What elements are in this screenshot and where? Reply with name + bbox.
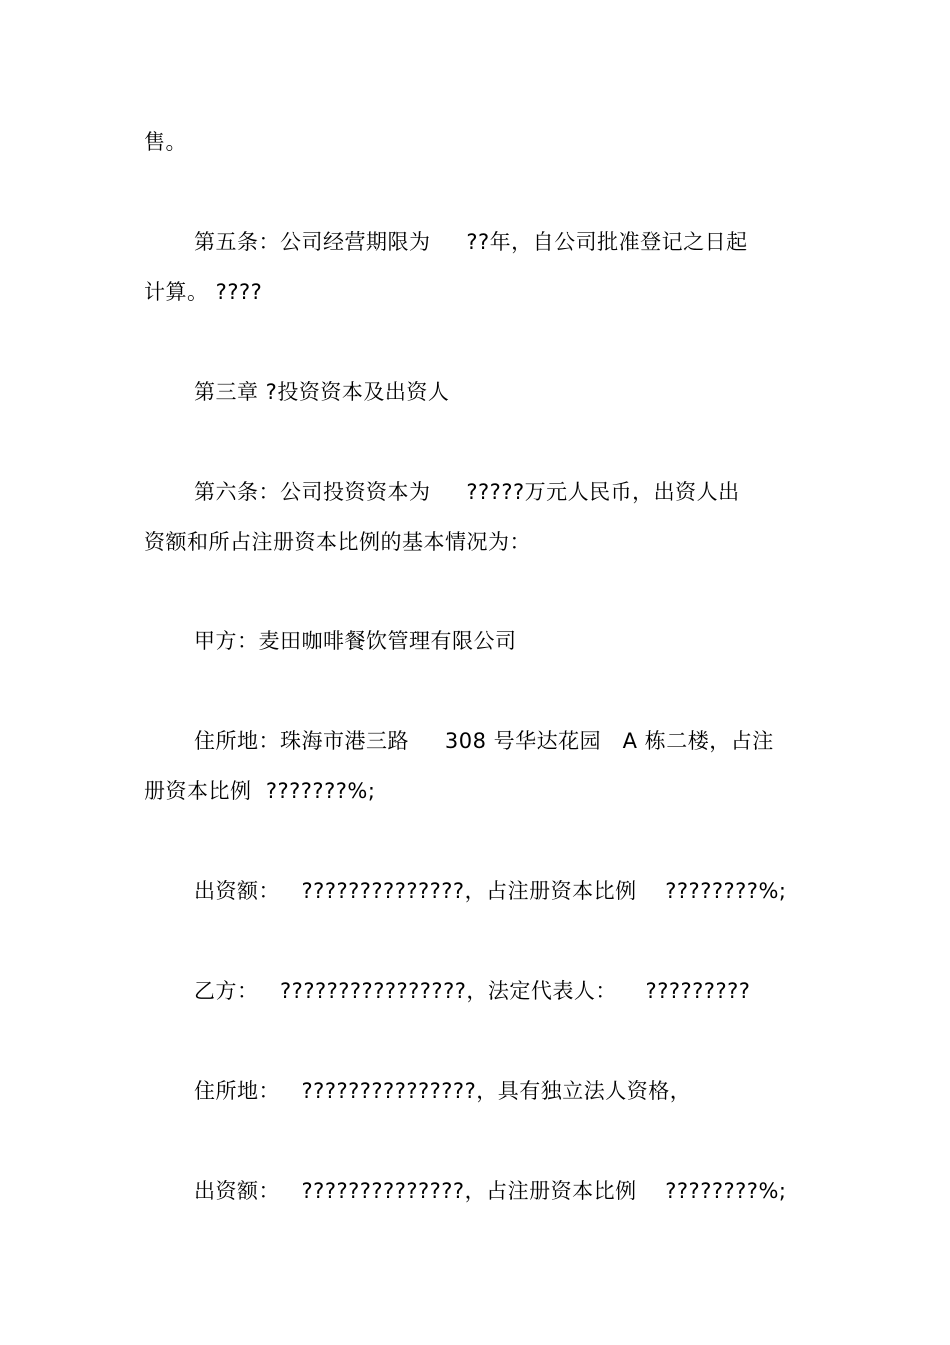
article-5-continuation: 计算。 ????: [144, 280, 263, 304]
article-6-continuation: 资额和所占注册资本比例的基本情况为：: [144, 530, 531, 554]
party-a-contribution: 出资额： ??????????????，占注册资本比例 ????????%;: [194, 879, 787, 903]
party-a-address-continuation: 册资本比例 ???????%;: [144, 779, 376, 803]
paragraph-line: 售。: [144, 130, 187, 154]
party-a-address: 住所地：珠海市港三路 308 号华达花园 A 栋二楼，占注: [194, 729, 774, 753]
party-a-name: 甲方：麦田咖啡餐饮管理有限公司: [194, 629, 517, 653]
party-b-name: 乙方： ????????????????，法定代表人： ?????????: [194, 979, 751, 1003]
article-6-line: 第六条：公司投资资本为 ?????万元人民币，出资人出: [194, 480, 740, 504]
party-b-contribution: 出资额： ??????????????，占注册资本比例 ????????%;: [194, 1179, 787, 1203]
chapter-3-heading: 第三章 ?投资资本及出资人: [194, 380, 450, 404]
party-b-address: 住所地： ???????????????，具有独立法人资格，: [194, 1079, 692, 1103]
article-5-line: 第五条：公司经营期限为 ??年，自公司批准登记之日起: [194, 230, 748, 254]
